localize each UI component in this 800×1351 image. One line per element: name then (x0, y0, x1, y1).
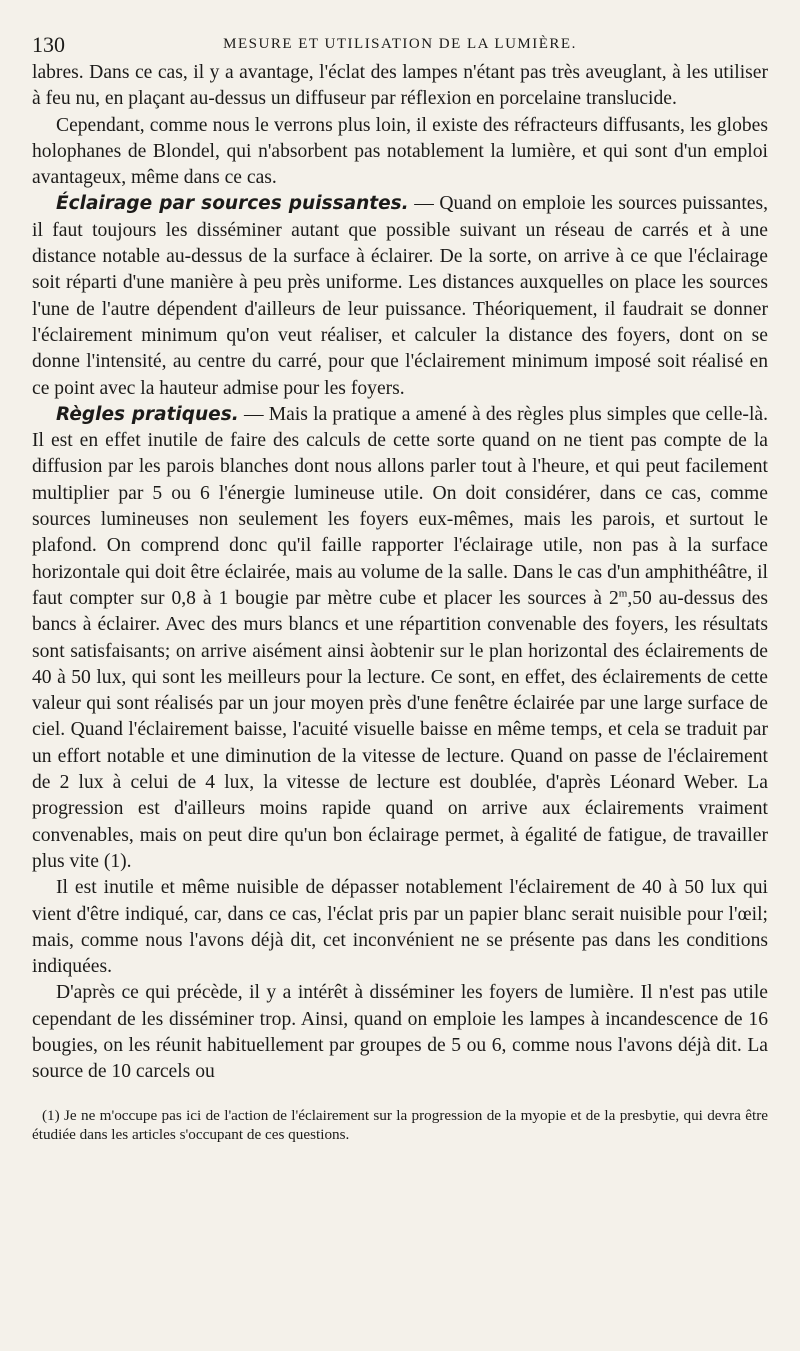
paragraph-4 (32, 402, 768, 875)
paragraph-2: Cependant, comme nous le verrons plus loin, il existe des réfracteurs diffusants, les globes holophanes de Blondel, qui n'absorbent pas notablement la lumière, et qui sont d'un emploi avantageux, même dans ce cas. (32, 114, 768, 189)
unit-superscript: m (618, 587, 628, 600)
paragraph-1: labres. Dans ce cas, il y a avantage, l'éclat des lampes n'étant pas très aveuglant, à les utiliser à feu nu, en plaçant au-dessus un diffuseur par réflexion en porcelaine translucide. (32, 62, 768, 110)
main-text (32, 60, 768, 1086)
paragraph-6: D'après ce qui précède, il y a intérêt à disséminer les foyers de lumière. Il n'est pas utile cependant de les disséminer trop. Ainsi, quand on emploie les lampes à incandescence de 16 bougies, on les réunit habituellement par groupes de 5 ou 6, comme nous l'avons déjà dit. La source de 10 carcels ou (32, 982, 768, 1083)
page-number: 130 (32, 32, 65, 57)
paragraph-3-text: — Quand on emploie les sources puissantes, il faut toujours les disséminer autant que possible suivant un réseau de carrés et à une distance notable au-dessus de la surface à éclairer. De la sorte, on arrive à ce que l'éclairage soit réparti d'une manière à peu près uniforme. Les distances auxquelles on place les sources l'une de l'autre dépendent d'ailleurs de leur puissance. Théoriquement, il faudrait se donner l'éclairement minimum qu'on veut réaliser, et calculer la distance des foyers, dont on se donne l'intensité, au centre du carré, pour que l'éclairement minimum imposé soit réalisé en ce point avec la hauteur admise pour les foyers. (32, 193, 768, 399)
section-heading-eclairage: Éclairage par sources puissantes. (56, 193, 409, 215)
section-heading-regles: Règles pratiques. (56, 403, 239, 425)
paragraph-3 (32, 191, 768, 401)
footnote (32, 1106, 768, 1144)
paragraph-5: Il est inutile et même nuisible de dépasser notablement l'éclairement de 40 à 50 lux qui vient d'être indiqué, car, dans ce cas, l'éclat pris par un papier blanc serait nuisible pour l'œil; mais, comme nous l'avons déjà dit, cet inconvénient ne se présente pas dans les conditions indiquées. (32, 877, 768, 978)
paragraph-4-text-a: — Mais la pratique a amené à des règles plus simples que celle-là. Il est en effet inutile de faire des calculs de cette sorte quand on ne tient pas compte de la diffusion par les parois blanches dont nous allons parler tout à l'heure, et qui peut facilement multiplier par 5 ou 6 l'énergie lumineuse utile. On doit considérer, dans ce cas, comme sources lumineuses non seulement les foyers eux-mêmes, mais les parois, et surtout le plafond. On comprend donc qu'il faille rapporter l'éclairage utile, non pas à la surface horizontale qui doit être éclairée, mais au volume de la salle. Dans le cas d'un amphithéâtre, il faut compter sur 0,8 à 1 bougie par mètre cube et placer les sources à 2 (32, 403, 768, 609)
page-header (32, 26, 768, 60)
footnote-text: (1) Je ne m'occupe pas ici de l'action de l'éclairement sur la progression de la myopie et de la presbytie, qui devra être étudiée dans les articles s'occupant de ces questions. (32, 1106, 768, 1143)
running-head: MESURE ET UTILISATION DE LA LUMIÈRE. (223, 36, 577, 52)
paragraph-4-text-b: ,50 au-dessus des bancs à éclairer. Avec des murs blancs et une répartition convenable des foyers, les résultats sont satisfaisants; on arrive aisément ainsi àobtenir sur le plan horizontal des éclairements de 40 à 50 lux, qui sont les meilleurs pour la lecture. Ce sont, en effet, des éclairements de cette valeur qui sont réalisés par un jour moyen près d'une fenêtre éclairée par une large surface de ciel. Quand l'éclairement baisse, l'acuité visuelle baisse en même temps, et cela se traduit par un effort notable et une diminution de la vitesse de lecture. Quand on passe de l'éclairement de 2 lux à celui de 4 lux, la vitesse de lecture est doublée, d'après Léonard Weber. La progression est d'ailleurs moins rapide quand on arrive aux éclairements vraiment convenables, mais on peut dire qu'un bon éclairage permet, à égalité de fatigue, de travailler plus vite (1). (32, 587, 768, 872)
